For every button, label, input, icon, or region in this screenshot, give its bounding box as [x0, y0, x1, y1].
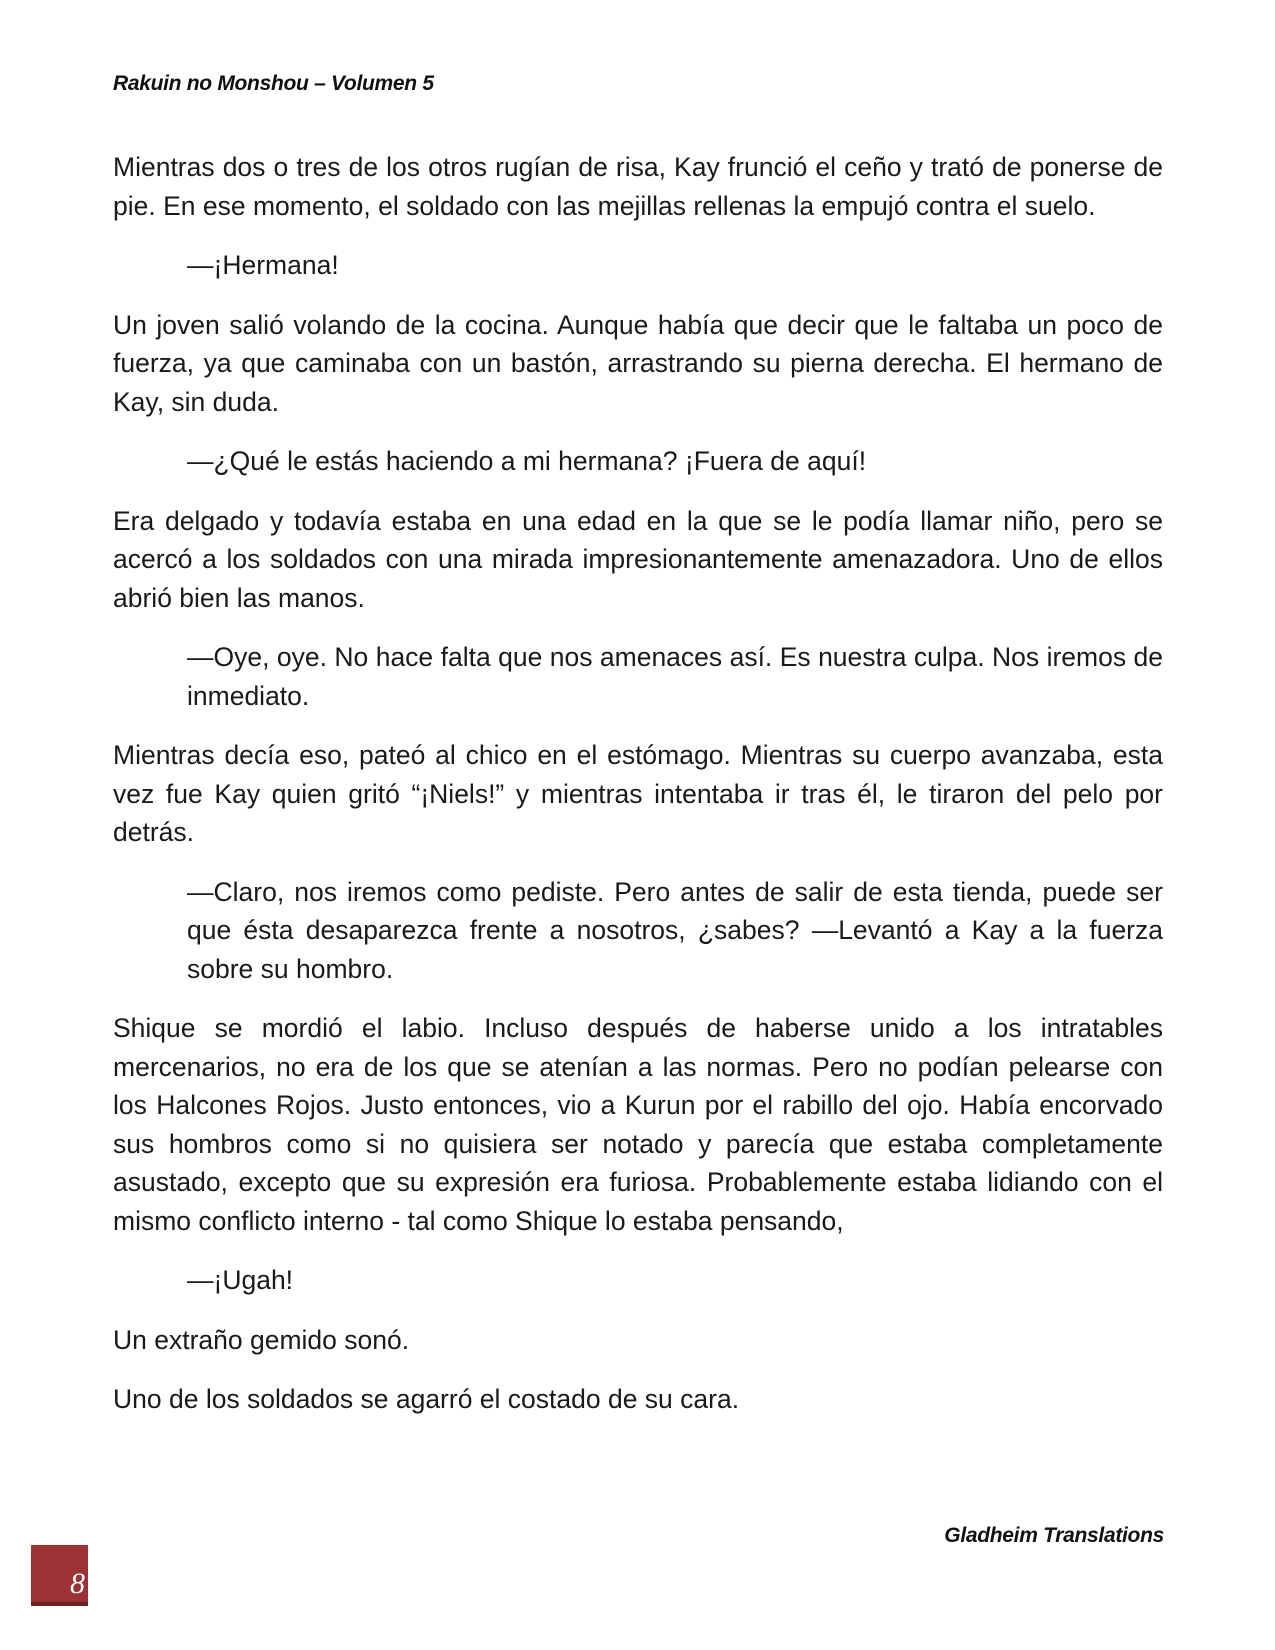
paragraph: Shique se mordió el labio. Incluso después de haberse unido a los intratables mercenarios, no era de los que se atenían a las normas. Pero no podían pelearse con los Halcones Rojos. Justo entonces, vio a Kurun por el rabillo del ojo. Había encorvado sus hombros como si no quisiera ser notado y parecía que estaba completamente asustado, excepto que su expresión era furiosa. Probablemente estaba lidiando con el mismo conflicto interno - tal como Shique lo estaba pensando, — [113, 1013, 1163, 1236]
dialogue-paragraph: —Claro, nos iremos como pediste. Pero antes de salir de esta tienda, puede ser que ésta desaparezca frente a nosotros, ¿sabes? —Levantó a Kay a la fuerza sobre su hombro. — [187, 876, 1163, 984]
dialogue-paragraph: —Oye, oye. No hace falta que nos amenaces así. Es nuestra culpa. Nos iremos de inmediato. — [187, 642, 1163, 711]
page-number: 8 — [70, 1568, 85, 1600]
document-body — [113, 148, 1163, 1440]
dialogue-paragraph: —¡Ugah! — [187, 1265, 294, 1295]
paragraph: Era delgado y todavía estaba en una edad en la que se le podía llamar niño, pero se acercó a los soldados con una mirada impresionantemente amenazadora. Uno de ellos abrió bien las manos. — [113, 505, 1163, 613]
dialogue-paragraph: —¿Qué le estás haciendo a mi hermana? ¡Fuera de aquí! — [187, 446, 867, 476]
paragraph: Mientras dos o tres de los otros rugían de risa, Kay frunció el ceño y trató de ponerse de pie. En ese momento, el soldado con las mejillas rellenas la empujó contra el suelo. — [113, 152, 1163, 221]
paragraph: Un joven salió volando de la cocina. Aunque había que decir que le faltaba un poco de fuerza, ya que caminaba con un bastón, arrastrando su pierna derecha. El hermano de Kay, sin duda. — [113, 309, 1163, 417]
paragraph: Mientras decía eso, pateó al chico en el estómago. Mientras su cuerpo avanzaba, esta vez fue Kay quien gritó “¡Niels!” y mientras intentaba ir tras él, le tiraron del pelo por detrás. — [113, 740, 1163, 847]
dialogue-paragraph: —¡Hermana! — [187, 250, 339, 280]
paragraph: Uno de los soldados se agarró el costado de su cara. — [113, 1384, 740, 1414]
translator-credit: Gladheim Translations — [944, 1524, 1164, 1547]
document-header-title: Rakuin no Monshou – Volumen 5 — [113, 72, 434, 95]
page-number-box-underline — [31, 1602, 88, 1606]
paragraph: Un extraño gemido sonó. — [113, 1324, 410, 1355]
